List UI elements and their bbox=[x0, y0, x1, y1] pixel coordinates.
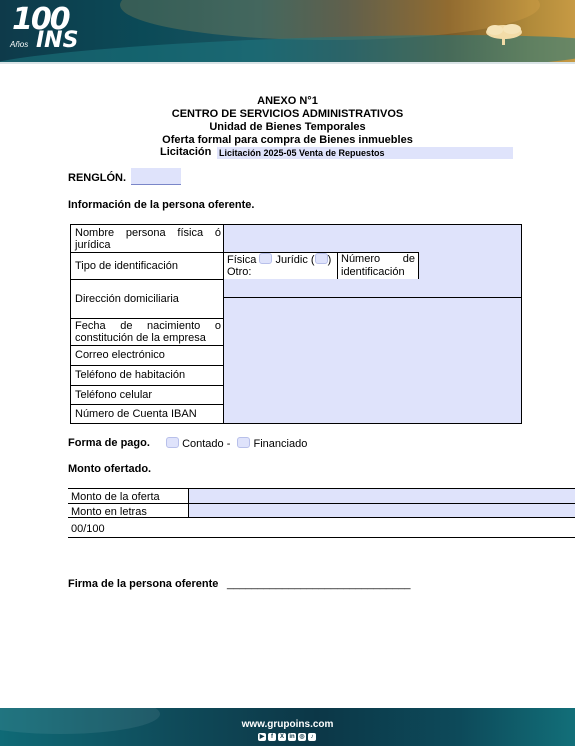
unit-title: Unidad de Bienes Temporales bbox=[209, 121, 366, 133]
monto-letras-label: Monto en letras bbox=[71, 506, 147, 518]
info-section-title: Información de la persona oferente. bbox=[68, 199, 255, 211]
correo-field[interactable] bbox=[223, 345, 521, 365]
monto-centimos: 00/100 bbox=[71, 523, 105, 535]
direccion-field-1[interactable] bbox=[223, 279, 521, 298]
tel-cel-field[interactable] bbox=[223, 385, 521, 404]
tel-cel-label: Teléfono celular bbox=[75, 389, 153, 401]
tel-hab-label: Teléfono de habitación bbox=[75, 369, 186, 381]
firma-line[interactable]: ______________________________ bbox=[227, 578, 411, 590]
numero-id-label-line2: identificación bbox=[341, 266, 405, 278]
monto-oferta-label: Monto de la oferta bbox=[71, 491, 160, 503]
logo-ins: INS bbox=[36, 28, 79, 53]
juridica-label: Jurídic ( bbox=[275, 254, 315, 266]
info-table bbox=[70, 224, 522, 424]
fisica-label: Física bbox=[227, 254, 257, 266]
x-icon[interactable]: X bbox=[279, 734, 284, 740]
tree-icon bbox=[484, 22, 524, 46]
iban-label: Número de Cuenta IBAN bbox=[75, 408, 197, 420]
direccion-field-2[interactable] bbox=[223, 298, 521, 318]
renglon-label: RENGLÓN. bbox=[68, 172, 127, 184]
financiado-checkbox[interactable] bbox=[237, 437, 250, 448]
facebook-icon[interactable]: f bbox=[268, 733, 276, 741]
correo-label: Correo electrónico bbox=[75, 349, 165, 361]
tel-hab-field[interactable] bbox=[223, 365, 521, 385]
forma-pago-label: Forma de pago. bbox=[68, 437, 150, 449]
licitacion-label: Licitación bbox=[160, 146, 212, 158]
otro-label: Otro: bbox=[227, 266, 252, 278]
nombre-label-line2: jurídica bbox=[75, 239, 111, 251]
row-divider bbox=[68, 504, 188, 518]
monto-letras-field[interactable] bbox=[188, 504, 575, 518]
juridica-checkbox[interactable] bbox=[315, 253, 328, 264]
numero-id-label-line1: Número de bbox=[341, 253, 415, 265]
header-separator bbox=[0, 62, 575, 64]
linkedin-icon[interactable]: in bbox=[289, 734, 295, 740]
monto-section-title: Monto ofertado. bbox=[68, 463, 152, 475]
fecha-label-line2: constitución de la empresa bbox=[75, 332, 206, 344]
numero-id-field[interactable] bbox=[418, 252, 521, 279]
licitacion-field[interactable]: Licitación 2025-05 Venta de Repuestos bbox=[217, 147, 513, 159]
renglon-field[interactable] bbox=[131, 168, 181, 185]
fecha-label-line1: Fecha de nacimiento o bbox=[75, 320, 221, 332]
contado-label: Contado - bbox=[182, 438, 231, 450]
fisica-checkbox[interactable] bbox=[259, 253, 272, 264]
nombre-label-line1: Nombre persona física ó bbox=[75, 227, 221, 239]
monto-oferta-field[interactable] bbox=[188, 489, 575, 504]
fecha-field[interactable] bbox=[223, 318, 521, 345]
offer-title: Oferta formal para compra de Bienes inmuebles bbox=[162, 134, 413, 146]
contado-checkbox[interactable] bbox=[166, 437, 179, 448]
tiktok-icon[interactable]: ♪ bbox=[308, 733, 316, 741]
tipo-id-label: Tipo de identificación bbox=[75, 260, 178, 272]
annex-title: ANEXO N°1 bbox=[257, 95, 318, 107]
monto-table bbox=[68, 488, 575, 538]
juridica-close: ) bbox=[327, 254, 332, 266]
header-banner bbox=[0, 0, 575, 62]
footer-url[interactable]: www.grupoins.com bbox=[241, 719, 334, 730]
direccion-label: Dirección domiciliaria bbox=[75, 293, 179, 305]
center-title: CENTRO DE SERVICIOS ADMINISTRATIVOS bbox=[171, 108, 404, 120]
youtube-icon[interactable]: ▶ bbox=[259, 734, 265, 740]
forma-pago-options bbox=[166, 437, 307, 450]
instagram-icon[interactable]: ◎ bbox=[299, 734, 305, 740]
firma-label: Firma de la persona oferente bbox=[68, 578, 219, 590]
logo-anos: Años bbox=[10, 40, 29, 49]
row-divider bbox=[68, 489, 188, 504]
social-icons bbox=[258, 733, 316, 741]
tipo-id-options bbox=[223, 252, 337, 279]
logo-number: 100 bbox=[12, 2, 69, 37]
nombre-field[interactable] bbox=[223, 225, 521, 252]
iban-field[interactable] bbox=[223, 404, 521, 423]
numero-id-label-cell bbox=[337, 252, 418, 279]
header-glow bbox=[120, 0, 540, 40]
footer-banner bbox=[0, 708, 575, 746]
financiado-label: Financiado bbox=[253, 438, 308, 450]
